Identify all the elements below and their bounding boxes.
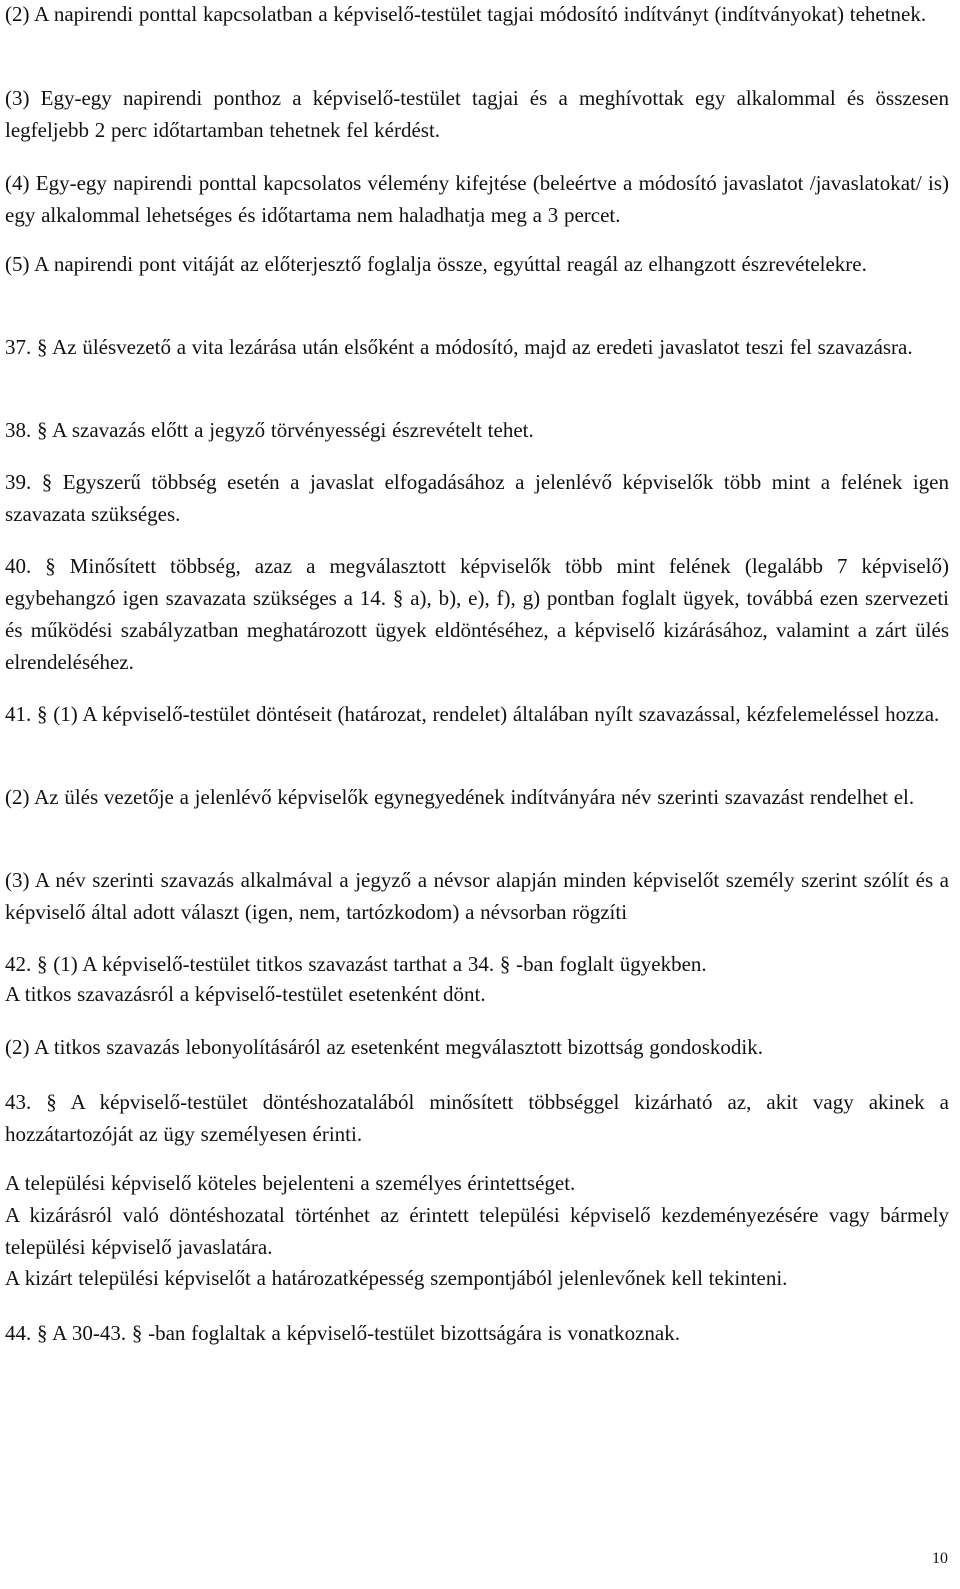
section-41-paragraph-3: (3) A név szerinti szavazás alkalmával a jegyző a névsor alapján minden képviselőt személy szerint szólít és a képviselő által adott választ (igen, nem, tartózkodom) a névsorban rögzíti: [5, 868, 949, 924]
section-39: 39. § Egyszerű többség esetén a javaslat elfogadásához a jelenlévő képviselők több mint a felének igen szavazata szükséges.: [5, 470, 949, 526]
paragraph-3-questions: (3) Egy-egy napirendi ponthoz a képviselő-testület tagjai és a meghívottak egy alkalommal és összesen legfeljebb 2 perc időtartamban tehetnek fel kérdést.: [5, 86, 949, 142]
paragraph-4-opinion: (4) Egy-egy napirendi ponttal kapcsolatos vélemény kifejtése (beleértve a módosító javaslatot /javaslatokat/ is) egy alkalommal lehetséges és időtartama nem haladhatja meg a 3 percet.: [5, 171, 949, 227]
section-43-declaration: A települési képviselő köteles bejelenteni a személyes érintettséget.: [5, 1171, 576, 1195]
section-44: 44. § A 30-43. § -ban foglaltak a képviselő-testület bizottságára is vonatkoznak.: [5, 1321, 680, 1345]
section-41-paragraph-1: 41. § (1) A képviselő-testület döntéseit (határozat, rendelet) általában nyílt szavazással, kézfelemeléssel hozza.: [5, 702, 940, 726]
section-43-quorum: A kizárt települési képviselőt a határozatképesség szempontjából jelenlevőnek kell tekinteni.: [5, 1266, 788, 1290]
section-40: 40. § Minősített többség, azaz a megválasztott képviselők több mint felének (legalább 7 képviselő) egybehangzó igen szavazata szükséges a 14. § a), b), e), f), g) pontban foglalt ügyek, továbbá ezen szervezeti és működési szabályzatban meghatározott ügyek eldöntéséhez, a képviselő kizárásához, valamint a zárt ülés elrendeléséhez.: [5, 554, 949, 674]
section-43-exclusion: A kizárásról való döntéshozatal történhet az érintett települési képviselő kezdeményezésére vagy bármely települési képviselő javaslatára.: [5, 1203, 949, 1259]
page-number: 10: [932, 1550, 948, 1567]
section-37: 37. § Az ülésvezető a vita lezárása után elsőként a módosító, majd az eredeti javaslatot teszi fel szavazásra.: [5, 335, 913, 359]
paragraph-5-summary: (5) A napirendi pont vitáját az előterjesztő foglalja össze, egyúttal reagál az elhangzott észrevételekre.: [5, 252, 867, 276]
section-42-paragraph-1: 42. § (1) A képviselő-testület titkos szavazást tarthat a 34. § -ban foglalt ügyekben.: [5, 952, 707, 976]
paragraph-2-amendments: (2) A napirendi ponttal kapcsolatban a képviselő-testület tagjai módosító indítványt (indítványokat) tehetnek.: [5, 2, 927, 26]
section-38: 38. § A szavazás előtt a jegyző törvényességi észrevételt tehet.: [5, 418, 534, 442]
section-43: 43. § A képviselő-testület döntéshozatalából minősített többséggel kizárható az, akit vagy akinek a hozzátartozóját az ügy személyesen érinti.: [5, 1090, 949, 1146]
section-42-paragraph-1-continued: A titkos szavazásról a képviselő-testület esetenként dönt.: [5, 982, 486, 1006]
section-42-paragraph-2: (2) A titkos szavazás lebonyolításáról az esetenként megválasztott bizottság gondoskodik.: [5, 1035, 763, 1059]
section-41-paragraph-2: (2) Az ülés vezetője a jelenlévő képviselők egynegyedének indítványára név szerinti szavazást rendelhet el.: [5, 785, 915, 809]
